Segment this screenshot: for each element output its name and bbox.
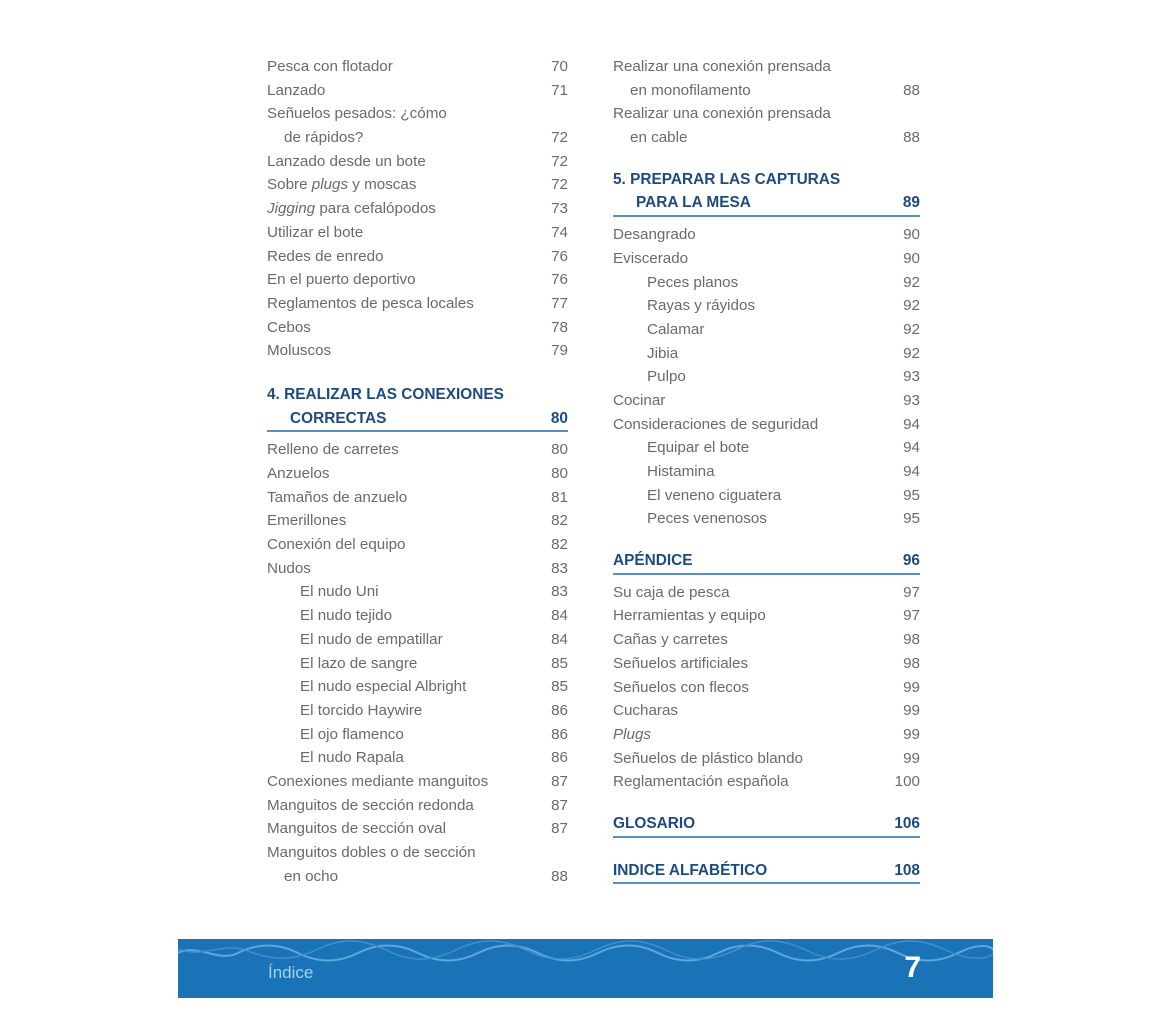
entry-title: Jibia [647,344,679,362]
entry-page: 95 [903,486,920,504]
entry-title: Calamar [647,320,705,338]
entry-title: Utilizar el bote [267,223,364,241]
entry-page: 77 [551,294,568,312]
toc-entry [613,699,920,723]
entry-title: Conexión del equipo [267,536,406,554]
entry-page: 84 [551,630,568,648]
entry-title: Manguitos dobles o de sección [267,844,476,861]
toc-subentry [267,580,568,604]
toc-entry [613,247,920,271]
toc-subentry [613,436,920,460]
entry-title: Reglamentos de pesca locales [267,294,474,312]
entry-title: Plugs [613,725,651,743]
toc-entry [613,770,920,794]
entry-page: 80 [551,465,568,482]
toc-entry [267,55,568,79]
entry-title: Cucharas [613,702,678,720]
toc-entry [267,292,568,316]
entry-title: El nudo especial Albright [300,678,467,696]
section-rule [613,836,920,838]
entry-page: 72 [551,176,568,194]
toc-subentry [267,652,568,676]
entry-page: 94 [903,415,920,433]
glossary-heading [613,812,920,838]
entry-title: Redes de enredo [267,247,384,265]
toc-entry [613,223,920,247]
section-page: 106 [894,814,920,832]
entry-page: 85 [551,654,568,672]
entry-page: 88 [551,867,568,885]
entry-page: 92 [903,297,920,315]
entry-title: Moluscos [267,342,332,360]
entry-page: 86 [551,749,568,767]
section-heading-5 [613,168,920,217]
toc-entry [267,79,568,103]
entry-page: 87 [551,772,568,790]
entry-page: 76 [551,247,568,265]
entry-page: 100 [894,773,920,791]
section-title: APÉNDICE [613,552,693,570]
entry-page: 88 [903,129,920,147]
toc-entry [267,438,568,462]
toc-entry [267,509,568,533]
page-number: 7 [904,951,921,984]
entry-page: 86 [551,701,568,719]
section-title: GLOSARIO [613,814,696,832]
toc-entry [613,604,920,628]
toc-entry [267,557,568,581]
section-rule [613,215,920,217]
entry-title-suffix: y moscas [348,176,417,194]
entry-title-prefix: Sobre [267,176,312,194]
entry-page: 99 [903,702,920,720]
toc-entry [267,486,568,510]
toc-entry-continuation [613,79,920,103]
entry-title: Conexiones mediante manguitos [267,772,489,790]
section-title: INDICE ALFABÉTICO [613,861,768,879]
entry-page: 87 [551,796,568,814]
toc-subentry [613,294,920,318]
toc-entry [267,173,568,197]
entry-title: Lanzado [267,81,326,99]
entry-title: Anzuelos [267,465,330,482]
entry-page: 85 [551,678,568,696]
toc-entry [613,581,920,605]
toc-subentry [267,746,568,770]
entry-page: 83 [551,583,568,601]
section-title-line2: CORRECTAS [290,409,387,427]
toc-entry [267,770,568,794]
entry-page: 88 [903,81,920,99]
section-page: 96 [902,552,920,570]
toc-subentry [267,628,568,652]
entry-title: Nudos [267,559,311,577]
entry-page: 74 [551,223,568,241]
entry-page: 95 [903,510,920,528]
entry-page: 72 [551,129,568,147]
toc-entry [267,462,568,486]
toc-subentry [613,460,920,484]
entry-page: 97 [903,583,920,601]
toc-entry [267,197,568,221]
index-heading [613,859,920,885]
entry-title: En el puerto deportivo [267,271,416,289]
entry-title: Peces planos [647,273,739,291]
entry-title: Realizar una conexión prensada [613,105,831,123]
entry-title: El veneno ciguatera [647,486,782,504]
entry-page: 94 [903,463,920,480]
toc-entry [267,268,568,292]
entry-page: 87 [551,820,568,838]
entry-title: Señuelos con flecos [613,678,749,696]
toc-entry [267,316,568,340]
entry-page: 72 [551,152,568,170]
entry-title: Desangrado [613,226,696,244]
entry-title: en cable [630,129,688,147]
entry-page: 94 [903,439,920,457]
toc-entry [613,102,920,126]
entry-title: Pulpo [647,368,686,386]
entry-page: 79 [551,342,568,360]
entry-page: 98 [903,631,920,649]
toc-entry [267,245,568,269]
toc-entry-continuation [613,126,920,150]
entry-title: El lazo de sangre [300,654,418,672]
entry-page: 97 [903,607,920,625]
toc-subentry [267,604,568,628]
entry-title [267,173,416,197]
entry-title: Emerillones [267,512,347,530]
footer-section-label: Índice [268,963,314,982]
toc-entry [267,102,568,126]
entry-title: Reglamentación española [613,773,789,791]
section-title-line2: PARA LA MESA [636,194,751,212]
toc-entry [613,55,920,79]
toc-subentry [613,318,920,342]
entry-title: El nudo tejido [300,607,393,625]
entry-page: 84 [551,607,568,625]
entry-title: Señuelos pesados: ¿cómo [267,105,447,123]
toc-entry [613,389,920,413]
entry-page: 76 [551,271,568,289]
toc-entry [267,841,568,865]
entry-page: 92 [903,320,920,338]
entry-title: en monofilamento [630,81,751,99]
section-rule [267,430,568,432]
entry-title-suffix: para cefalópodos [315,200,436,218]
toc-entry [613,723,920,747]
entry-page: 98 [903,654,920,672]
entry-title: Señuelos de plástico blando [613,749,803,767]
entry-page: 90 [903,226,920,244]
entry-title: Cocinar [613,391,666,409]
entry-title: Herramientas y equipo [613,607,766,625]
entry-title: Manguitos de sección redonda [267,796,474,814]
toc-right-column [613,55,920,890]
entry-page: 93 [903,368,920,386]
appendix-heading [613,549,920,575]
entry-title: en ocho [284,867,339,885]
entry-title: Realizar una conexión prensada [613,58,831,75]
entry-title: Pesca con flotador [267,58,393,75]
entry-page: 82 [551,512,568,530]
entry-title: Señuelos artificiales [613,654,749,672]
entry-title-italic: Jigging [267,200,316,218]
toc-subentry [613,342,920,366]
toc-entry [613,747,920,771]
entry-title: Eviscerado [613,249,689,267]
entry-page: 92 [903,344,920,362]
entry-title: El nudo de empatillar [300,630,443,648]
entry-page: 92 [903,273,920,291]
entry-title: El nudo Rapala [300,749,404,767]
section-heading-4 [267,383,568,432]
entry-page: 78 [551,318,568,336]
toc-entry [613,676,920,700]
section-page: 108 [894,861,920,879]
toc-subentry [613,507,920,531]
toc-entry [267,221,568,245]
toc-entry [267,817,568,841]
entry-title: Histamina [647,463,715,480]
toc-entry [267,533,568,557]
footer-band [178,939,993,998]
toc-entry [267,150,568,174]
toc-subentry [613,271,920,295]
section-page: 80 [550,409,568,427]
toc-entry-continuation [267,865,568,889]
toc-entry [613,628,920,652]
section-rule [613,882,920,884]
entry-title: Manguitos de sección oval [267,820,446,838]
section-rule [613,573,920,575]
entry-title: de rápidos? [284,129,364,147]
toc-subentry [613,484,920,508]
entry-title-italic: plugs [311,176,349,194]
toc-entry [613,652,920,676]
toc-subentry [267,723,568,747]
entry-page: 82 [551,536,568,554]
entry-page: 83 [551,559,568,577]
entry-page: 81 [551,488,568,506]
entry-title: El torcido Haywire [300,701,423,719]
entry-page: 73 [551,200,568,218]
entry-page: 90 [903,249,920,267]
entry-page: 99 [903,725,920,743]
entry-page: 93 [903,391,920,409]
toc-subentry [613,365,920,389]
section-title-line1: 5. PREPARAR LAS CAPTURAS [613,170,841,188]
entry-title: Relleno de carretes [267,441,399,459]
entry-title: El ojo flamenco [300,725,404,743]
entry-title [267,197,436,221]
toc-entry [613,413,920,437]
entry-page: 71 [551,81,568,99]
entry-title: Cebos [267,318,311,336]
section-title-line1: 4. REALIZAR LAS CONEXIONES [267,385,504,403]
entry-title: Lanzado desde un bote [267,152,426,170]
toc-subentry [267,675,568,699]
entry-title: Cañas y carretes [613,631,728,649]
entry-title: El nudo Uni [300,583,379,601]
toc-subentry [267,699,568,723]
entry-page: 86 [551,725,568,743]
entry-page: 99 [903,678,920,696]
entry-title: Rayas y ráyidos [647,297,756,315]
entry-page: 70 [551,58,568,75]
toc-entry [267,794,568,818]
entry-page: 80 [551,441,568,459]
toc-left-column [267,55,568,888]
entry-title: Peces venenosos [647,510,767,528]
entry-page: 99 [903,749,920,767]
entry-title: Consideraciones de seguridad [613,415,819,433]
section-page: 89 [902,194,920,212]
entry-title: Su caja de pesca [613,583,730,601]
toc-entry-continuation [267,126,568,150]
entry-title: Tamaños de anzuelo [267,488,408,506]
toc-entry [267,339,568,363]
entry-title: Equipar el bote [647,439,750,457]
